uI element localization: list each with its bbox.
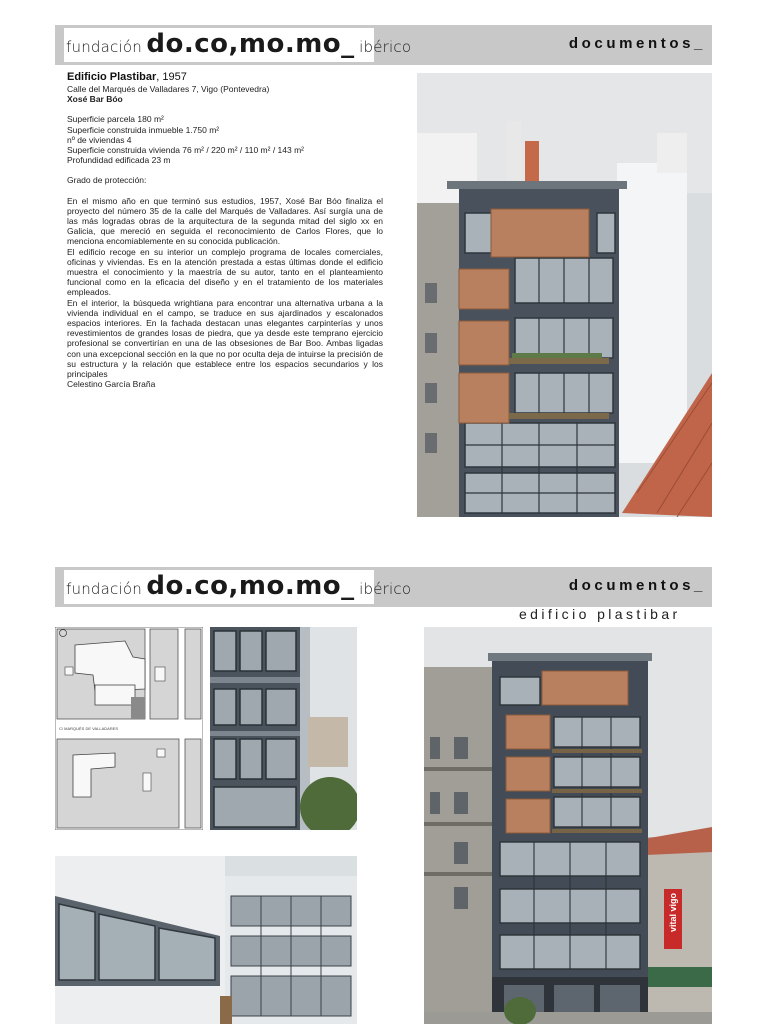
- logo-fundacion-text: fundación: [66, 38, 142, 56]
- article-address: Calle del Marqués de Valladares 7, Vigo (Pontevedra): [67, 84, 270, 94]
- header-band-bottom: [55, 567, 712, 607]
- header-band-top: [55, 25, 712, 65]
- plan-street-label: C/ MARQUÉS DE VALLADARES: [59, 726, 119, 731]
- spec-line: Superficie construida inmueble 1.750 m²: [67, 124, 220, 135]
- logo-docomomo: [64, 28, 412, 62]
- spec-line: nº de viviendas 4: [67, 134, 132, 145]
- logo-docomomo: [64, 570, 412, 604]
- paragraph: En el interior, la búsqueda wrightiana para encontrar una alternativa urbana a la vivienda individual en el campo, se traduce en sus ajardinados y escalonados espacios interiores. En la fachada destacan unas elegantes carpinterías y unos revestimientos de grandes losas de piedra, que ya desde este temprano ejercicio profesional se convertirían en una de las obsesiones de Bar Boo. Ambas ligadas con una excepcional sección en la que no por oculta deja de intuirse la precisión de su estructura y la relación que establece entre los espacios secundarios y los principales: [67, 297, 383, 380]
- protection-label: Grado de protección:: [67, 175, 147, 186]
- logo-main-text: do.co,mo.mo_: [146, 571, 355, 601]
- interior-courtyard-photo: [55, 856, 357, 1024]
- paragraph: En el mismo año en que terminó sus estudios, 1957, Xosé Bar Bóo finaliza el proyecto del número 35 de la calle del Marqués de Valladares. Así surgía una de las más logradas obras de la arquitectura de la segunda mitad del siglo xx en Galicia, que mereció en seguida el reconocimiento de Carlos Flores, que lo menciona encomiablemente en su conocida publicación.: [67, 195, 383, 247]
- logo-iberico-text: ibérico: [359, 580, 412, 598]
- page-subtitle: edificio plastibar: [519, 606, 681, 622]
- article-architect: Xosé Bar Bóo: [67, 94, 123, 105]
- spec-line: Superficie parcela 180 m²: [67, 114, 164, 125]
- building-facade-photo: [417, 73, 712, 517]
- article-text: [67, 71, 383, 389]
- street-facade-photo: [424, 627, 712, 1024]
- spec-line: Superficie construida vivienda 76 m² / 220 m² / 110 m² / 143 m²: [67, 145, 304, 156]
- section-label: documentos_: [568, 35, 706, 52]
- article-title: Edificio Plastibar, 1957: [67, 71, 187, 83]
- spec-line: Profundidad edificada 23 m: [67, 155, 171, 166]
- author: Celestino García Braña: [67, 379, 156, 390]
- shop-sign: vital vigo: [668, 892, 678, 932]
- logo-main-text: do.co,mo.mo_: [146, 29, 355, 59]
- logo-iberico-text: ibérico: [359, 38, 412, 56]
- paragraph: El edificio recoge en su interior un complejo programa de locales comerciales, oficinas y viviendas. Es en la atención prestada a estas últimas donde el edificio muestra el conocimiento y la maestría de su autor, tanto en el planteamiento funcional como en la eficacia del diseño y en el tratamiento de los materiales empleados.: [67, 246, 383, 298]
- site-plan-drawing: [55, 627, 203, 830]
- window-detail-photo: [210, 627, 357, 830]
- section-label: documentos_: [568, 577, 706, 594]
- logo-fundacion-text: fundación: [66, 580, 142, 598]
